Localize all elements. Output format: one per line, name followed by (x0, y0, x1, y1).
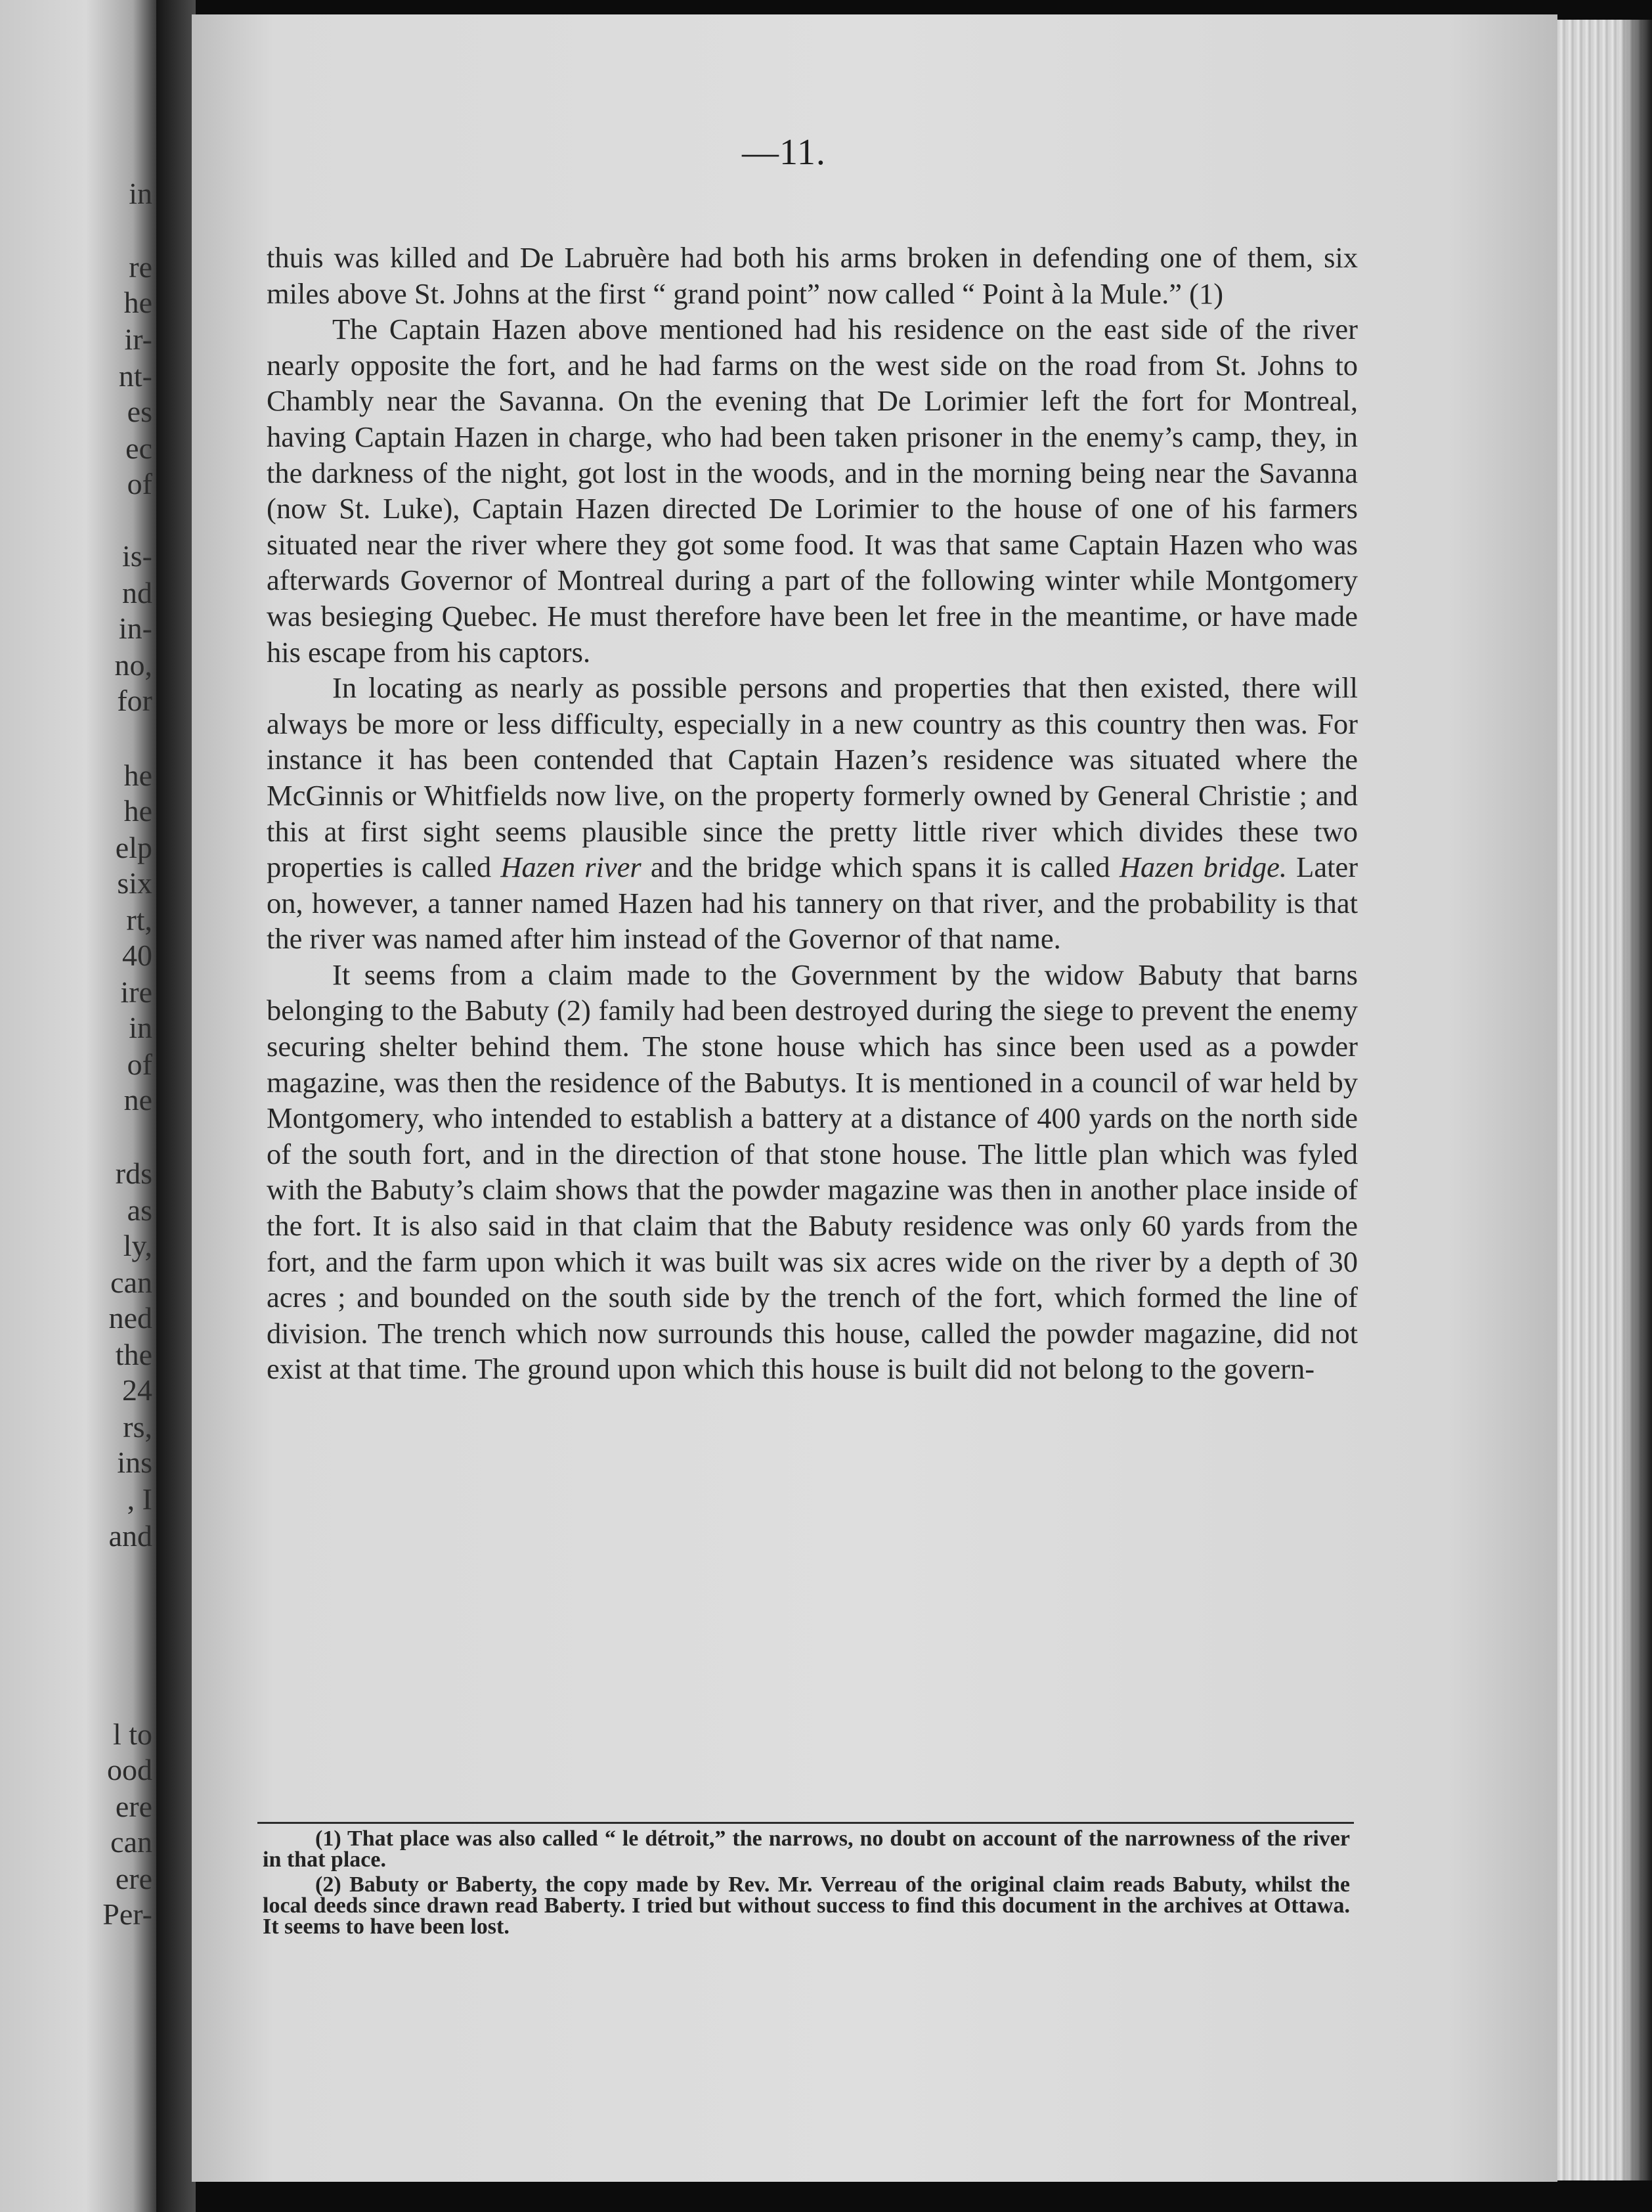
hazen-bridge-italic: Hazen bridge. (1119, 851, 1287, 884)
left-page-fragment: ir- (124, 322, 152, 356)
left-page-fragment: ned (108, 1301, 152, 1335)
left-page-fragment: in (129, 177, 152, 210)
left-page-fragment: of (127, 1048, 152, 1081)
paragraph-3-text: Later on, however, a tanner named Hazen had his tannery on that river, and the probability is that the river was named after him instead of the Governor of that name. (267, 851, 1359, 956)
footnote-2: (2) Babuty or Baberty, the copy made by Rev. Mr. Verreau of the original claim reads Babuty, whilst the local deeds since drawn read Baberty. I tried but without success to find this document in the archives at Ottawa. It seems to have been lost. (263, 1872, 1350, 1939)
paragraph-3-text: In locating as nearly as possible persons and properties that then existed, there will always be more or less difficulty, especially in a new country as this country then was. For instance it has been contended that Captain Hazen’s residence was situated where the McGinnis or Whitfields now live, on the property formerly owned by General Christie ; and this at first sight seems plausible since the pretty little river which divides these two properties is called (267, 671, 1358, 884)
body-text (267, 240, 1358, 1387)
left-page-fragment: es (127, 395, 152, 428)
left-page-fragment: l to (112, 1717, 152, 1751)
paragraph-4: It seems from a claim made to the Government by the widow Babuty that barns belonging to the Babuty (2) family had been destroyed during the siege to prevent the enemy securing shelter behind them. The stone house which has since been used as a powder magazine, was then the residence of the Babutys. It is mentioned in a council of war held by Montgomery, who intended to establish a battery at a distance of 400 yards on the north side of the south fort, and in the direction of that stone house. The little plan which was fyled with the Babuty’s claim shows that the powder magazine was then in another place inside of the fort. It is also said in that claim that the Babuty residence was only 60 yards from the fort, and the farm upon which it was built was six acres wide on the river by a depth of 30 acres ; and bounded on the south side by the trench of the fort, which formed the line of division. The trench which now surrounds this house, called the powder magazine, did not exist at that time. The ground upon which this house is built did not belong to the govern- (267, 958, 1358, 1386)
left-page-fragment: re (129, 250, 152, 284)
left-page-fragment: rs, (123, 1410, 152, 1444)
left-page-fragment: is- (122, 539, 152, 573)
left-page-fragment: no, (114, 648, 152, 682)
left-page-fragment: ne (123, 1083, 152, 1117)
left-page-fragment: he (123, 286, 152, 319)
paragraph-3 (267, 670, 1358, 957)
page-edges (1550, 20, 1652, 2180)
left-page-fragment: rt, (126, 903, 152, 937)
paragraph-2: The Captain Hazen above mentioned had his residence on the east side of the river nearly opposite the fort, and he had farms on the west side on the road from St. Johns to Chambly near the Savanna. On the evening that De Lorimier left the fort for Montreal, having Captain Hazen in charge, who had been taken prisoner in the enemy’s camp, they, in the darkness of the night, got lost in the woods, and in the morning being near the Savanna (now St. Luke), Captain Hazen directed De Lorimier to the house of one of his farmers situated near the river where they got some food. It was that same Captain Hazen who was afterwards Governor of Montreal during a part of the following winter while Montgomery was besieging Quebec. He must therefore have been let free in the meantime, or have made his escape from his captors. (267, 313, 1358, 669)
left-page-fragment: he (123, 759, 152, 792)
left-page-fragment: 40 (122, 939, 152, 972)
left-page-fragment: ire (120, 975, 152, 1009)
left-page-fragment: Per- (102, 1897, 152, 1931)
hazen-river-italic: Hazen river (500, 851, 641, 884)
left-page-fragment: can (110, 1825, 152, 1859)
left-page-fragment: 24 (122, 1373, 152, 1407)
left-page-edge (0, 0, 156, 2212)
page-number: —11. (742, 132, 826, 173)
left-page-fragment: , I (127, 1482, 152, 1516)
left-page-fragment: ins (117, 1446, 152, 1479)
paragraph-1: thuis was killed and De Labruère had both his arms broken in defending one of them, six miles above St. Johns at the first “ grand point” now called “ Point à la Mule.” (1) (267, 241, 1358, 310)
left-page-fragment: ere (115, 1862, 152, 1895)
left-page-fragment: ly, (123, 1229, 152, 1262)
left-page-fragment: ere (115, 1790, 152, 1823)
book-gutter (156, 0, 196, 2212)
left-page-fragment: nt- (118, 359, 152, 393)
left-page-fragment: he (123, 794, 152, 828)
paragraph-3-text: and the bridge which spans it is called (650, 851, 1110, 884)
left-page-fragment: the (115, 1338, 152, 1371)
left-page-fragment: and (108, 1519, 152, 1553)
footnotes (263, 1828, 1350, 1941)
left-page-fragment: rds (115, 1157, 152, 1190)
left-page-fragment: in- (118, 611, 152, 645)
left-page-fragment: of (127, 467, 152, 500)
footnote-rule (257, 1822, 1354, 1824)
left-page-fragment: can (110, 1266, 152, 1299)
left-page-fragment: ood (107, 1753, 152, 1786)
left-page-fragment: for (117, 684, 152, 717)
left-page-fragment: in (129, 1011, 152, 1044)
left-page-fragment: ec (125, 431, 152, 465)
left-page-fragment: as (127, 1193, 152, 1227)
left-page-fragment: elp (115, 831, 152, 864)
footnote-1: (1) That place was also called “ le détroit,” the narrows, no doubt on account of the narrowness of the river in that place. (263, 1826, 1350, 1872)
left-page-fragment: six (117, 866, 152, 900)
left-page-fragment: nd (122, 576, 152, 609)
